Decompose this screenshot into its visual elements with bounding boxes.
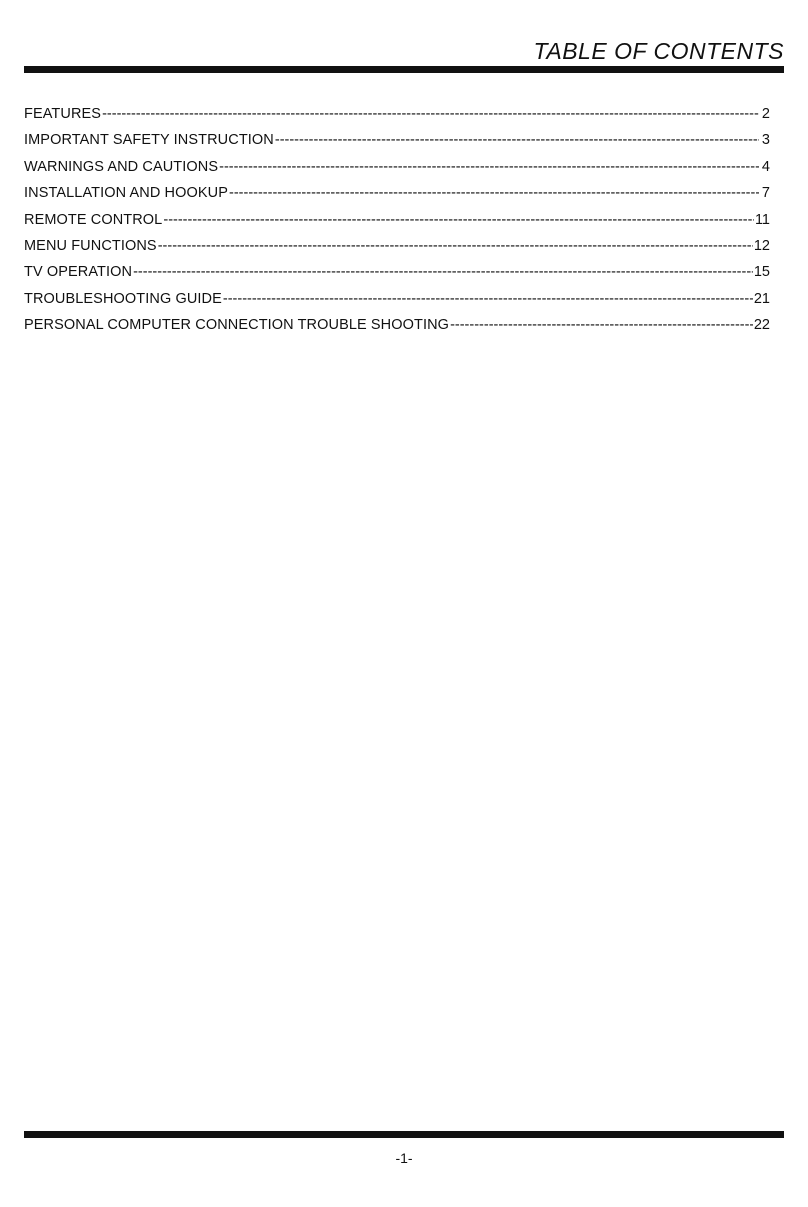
toc-entry-page: 4: [761, 158, 770, 175]
toc-leader: [102, 106, 759, 122]
toc-entry-title: REMOTE CONTROL: [24, 211, 163, 228]
toc-leader: [163, 212, 754, 228]
page-title: TABLE OF CONTENTS: [533, 38, 784, 64]
toc-leader: [229, 185, 759, 201]
toc-entry-title: TROUBLESHOOTING GUIDE: [24, 290, 222, 307]
toc-entry-title: MENU FUNCTIONS: [24, 237, 157, 254]
toc-entry-page: 15: [753, 264, 770, 281]
toc-entry-page: 11: [754, 211, 770, 228]
toc-leader: [219, 159, 759, 175]
page-number: -1-: [395, 1150, 413, 1166]
toc-entry-pc-connection[interactable]: [24, 317, 770, 343]
toc-leader: [133, 264, 753, 280]
toc-entry-title: PERSONAL COMPUTER CONNECTION TROUBLE SHOOTING: [24, 317, 450, 334]
toc-entry-troubleshooting[interactable]: [24, 291, 770, 317]
toc-leader: [223, 291, 753, 307]
toc-entry-page: 2: [761, 106, 770, 122]
toc-entry-menu-functions[interactable]: [24, 238, 770, 264]
toc-entry-title: WARNINGS AND CAUTIONS: [24, 158, 219, 175]
toc-entry-title: TV OPERATION: [24, 264, 133, 281]
toc-entry-features[interactable]: [24, 106, 770, 132]
toc-leader: [275, 132, 759, 148]
toc-leader: [450, 317, 753, 333]
toc-entry-title: IMPORTANT SAFETY INSTRUCTION: [24, 132, 274, 149]
toc-entry-remote-control[interactable]: [24, 212, 770, 238]
toc-entry-page: 22: [753, 317, 770, 334]
footer-rule: [24, 1131, 784, 1138]
toc-entry-warnings[interactable]: [24, 159, 770, 185]
toc-entry-installation[interactable]: [24, 185, 770, 211]
toc-entry-tv-operation[interactable]: [24, 264, 770, 290]
header-rule: [24, 66, 784, 73]
toc-leader: [158, 238, 753, 254]
toc-entry-title: INSTALLATION AND HOOKUP: [24, 185, 228, 202]
table-of-contents: [24, 106, 770, 344]
toc-entry-safety-instruction[interactable]: [24, 132, 770, 158]
toc-entry-page: 3: [761, 132, 770, 149]
toc-entry-title: FEATURES: [24, 106, 102, 122]
toc-entry-page: 21: [753, 290, 770, 307]
toc-entry-page: 7: [761, 185, 770, 202]
toc-entry-page: 12: [753, 237, 770, 254]
